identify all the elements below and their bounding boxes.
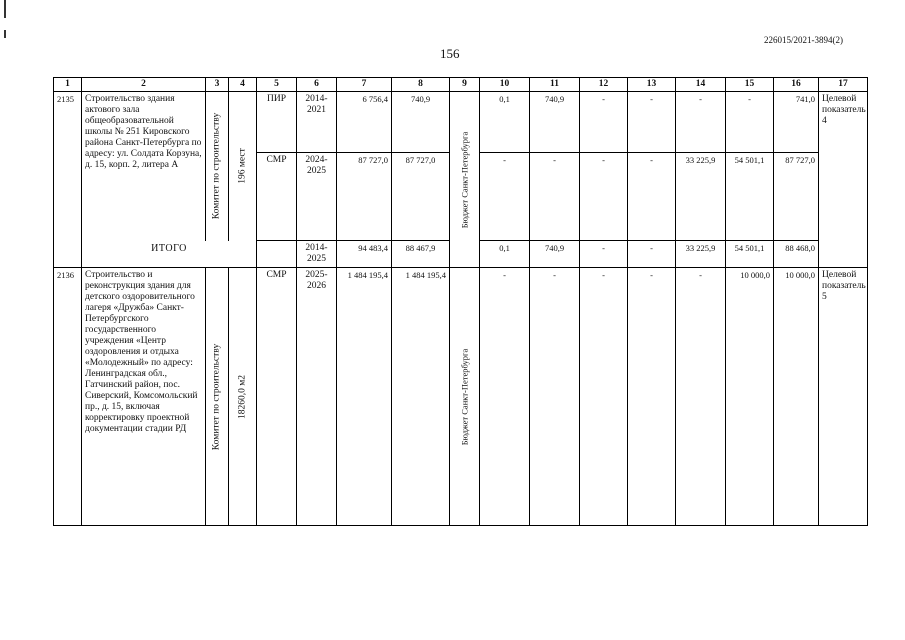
column-header: 10 xyxy=(480,78,530,92)
object-description: Строительство и реконструкция здания для детского оздоровительного лагеря «Дружба» Санкт-Петербургского государственного учреждения «Центр оздоровления и отдыха «Молодежный» по адресу: Ленинградская обл., Гатчинский район, пос. Сиверский, Комсомольский пр., д. 15, включая корректировку проектной документации стадии РД xyxy=(82,268,206,526)
value-cell: - xyxy=(480,268,530,526)
value-cell: - xyxy=(580,241,628,268)
document-id: 226015/2021-3894(2) xyxy=(764,35,843,45)
target-indicator: Целевой показатель 5 xyxy=(819,268,868,526)
column-header: 15 xyxy=(726,78,774,92)
column-header: 4 xyxy=(229,78,257,92)
value-cell: 741,0 xyxy=(774,92,819,153)
value-cell: 88 467,9 xyxy=(392,241,450,268)
value-cell: 10 000,0 xyxy=(774,268,819,526)
target-indicator: Целевой показатель 4 xyxy=(819,92,868,268)
customer-text: Комитет по строительству xyxy=(211,112,222,220)
value-cell: - xyxy=(580,92,628,153)
column-header: 13 xyxy=(628,78,676,92)
column-header-row xyxy=(54,78,868,92)
column-header: 17 xyxy=(819,78,868,92)
funding-cell xyxy=(450,268,480,526)
value-cell: 33 225,9 xyxy=(676,153,726,241)
column-header: 5 xyxy=(257,78,297,92)
stage-period: 2025-2026 xyxy=(297,268,337,526)
column-header: 1 xyxy=(54,78,82,92)
value-cell: 88 468,0 xyxy=(774,241,819,268)
column-header: 2 xyxy=(82,78,206,92)
column-header: 6 xyxy=(297,78,337,92)
stage-type: ПИР xyxy=(257,92,297,153)
capacity-cell xyxy=(229,92,257,241)
value-cell: 6 756,4 xyxy=(337,92,392,153)
value-cell: 54 501,1 xyxy=(726,241,774,268)
value-cell: - xyxy=(726,92,774,153)
value-cell: 10 000,0 xyxy=(726,268,774,526)
value-cell: 1 484 195,4 xyxy=(337,268,392,526)
value-cell: 94 483,4 xyxy=(337,241,392,268)
value-cell: 740,9 xyxy=(392,92,450,153)
stage-type: СМР xyxy=(257,153,297,241)
value-cell: 0,1 xyxy=(480,241,530,268)
value-cell: 1 484 195,4 xyxy=(392,268,450,526)
column-header: 3 xyxy=(206,78,229,92)
capacity-cell xyxy=(229,268,257,526)
column-header: 9 xyxy=(450,78,480,92)
value-cell: 87 727,0 xyxy=(392,153,450,241)
stage-type: СМР xyxy=(257,268,297,526)
value-cell: 33 225,9 xyxy=(676,241,726,268)
budget-table xyxy=(53,77,868,526)
value-cell: 0,1 xyxy=(480,92,530,153)
value-cell: - xyxy=(676,268,726,526)
customer-cell xyxy=(206,268,229,526)
value-cell: - xyxy=(480,153,530,241)
customer-text: Комитет по строительству xyxy=(211,343,222,450)
value-cell: - xyxy=(628,92,676,153)
funding-cell xyxy=(450,92,480,268)
scan-mark xyxy=(4,0,6,18)
value-cell: - xyxy=(580,153,628,241)
capacity-text: 18260,0 м2 xyxy=(237,374,247,419)
table-row xyxy=(54,92,868,153)
column-header: 11 xyxy=(530,78,580,92)
column-header: 12 xyxy=(580,78,628,92)
value-cell: - xyxy=(676,92,726,153)
page-number: 156 xyxy=(440,46,460,61)
object-description: Строительство здания актового зала общеобразовательной школы № 251 Кировского района Санкт-Петербурга по адресу: ул. Солдата Корзуна, д. 15, корп. 2, литера А xyxy=(82,92,206,241)
value-cell: - xyxy=(530,153,580,241)
total-period: 2014-2025 xyxy=(297,241,337,268)
stage-period: 2024-2025 xyxy=(297,153,337,241)
value-cell: - xyxy=(628,268,676,526)
value-cell: - xyxy=(530,268,580,526)
value-cell: - xyxy=(628,241,676,268)
row-number: 2135 xyxy=(54,92,82,268)
capacity-text: 196 мест xyxy=(237,148,247,184)
funding-text: Бюджет Санкт-Петербурга xyxy=(459,131,469,228)
funding-text: Бюджет Санкт-Петербурга xyxy=(459,348,469,445)
value-cell: 87 727,0 xyxy=(774,153,819,241)
column-header: 14 xyxy=(676,78,726,92)
scan-mark xyxy=(4,30,6,38)
column-header: 7 xyxy=(337,78,392,92)
table-row xyxy=(54,268,868,526)
column-header: 8 xyxy=(392,78,450,92)
value-cell: 740,9 xyxy=(530,241,580,268)
column-header: 16 xyxy=(774,78,819,92)
value-cell: 54 501,1 xyxy=(726,153,774,241)
row-number: 2136 xyxy=(54,268,82,526)
value-cell: 87 727,0 xyxy=(337,153,392,241)
stage-period: 2014-2021 xyxy=(297,92,337,153)
value-cell: 740,9 xyxy=(530,92,580,153)
total-label: ИТОГО xyxy=(82,241,257,268)
value-cell: - xyxy=(628,153,676,241)
value-cell: - xyxy=(580,268,628,526)
customer-cell xyxy=(206,92,229,241)
